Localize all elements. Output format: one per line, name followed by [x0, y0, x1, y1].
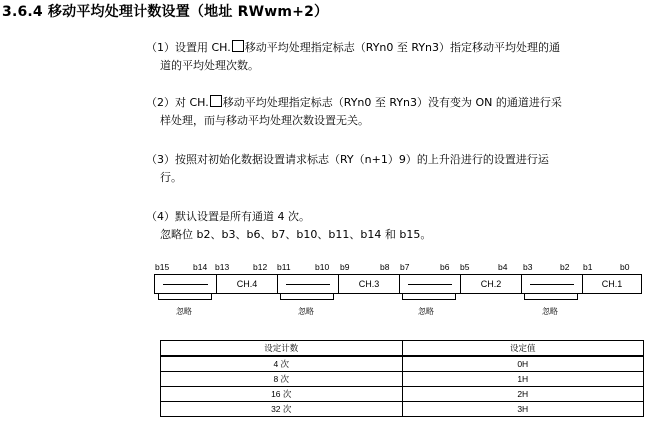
paragraph-2 [146, 94, 646, 130]
bit-label: b8 [380, 262, 390, 272]
bit-label: b5 [460, 262, 470, 272]
ch3-field: CH.3 [338, 275, 399, 293]
bit-label: b11 [277, 262, 291, 272]
ignored-bits-7-6 [399, 275, 460, 293]
table-row [161, 402, 644, 417]
ignore-label: 忽略 [542, 307, 558, 316]
ignored-bits-3-2 [521, 275, 582, 293]
bit-register-diagram [154, 274, 642, 294]
bit-label: b3 [523, 262, 533, 272]
ignore-brace [280, 294, 334, 300]
paragraph-2-text-b: 移动平均处理指定标志（RYn0 至 RYn3）没有变为 ON 的通道进行采 [222, 96, 562, 109]
header-setting-count: 设定计数 [161, 341, 403, 357]
table-cell-count: 32 次 [161, 402, 403, 417]
ignore-brace [158, 294, 212, 300]
paragraph-1-text-b: 移动平均处理指定标志（RYn0 至 RYn3）指定移动平均处理的通 [244, 41, 561, 54]
paragraph-3 [146, 151, 646, 187]
ignored-dash [408, 284, 452, 285]
ignore-label: 忽略 [298, 307, 314, 316]
bit-number-labels [0, 262, 651, 274]
ignored-dash [163, 284, 208, 285]
table-cell-count: 4 次 [161, 356, 403, 372]
paragraph-1-line-2: 道的平均处理次数。 [160, 59, 259, 72]
bit-label: b10 [315, 262, 330, 272]
paragraph-4 [146, 208, 646, 244]
ignored-bits-11-10 [277, 275, 338, 293]
paragraph-3-line-1: （3）按照对初始化数据设置请求标志（RY（n+1）9）的上升沿进行的设置进行运 [146, 153, 549, 166]
ch4-field: CH.4 [216, 275, 277, 293]
table-header-row [161, 341, 644, 357]
bit-label: b6 [440, 262, 450, 272]
bit-label: b2 [560, 262, 570, 272]
paragraph-4-line-2: 忽略位 b2、b3、b6、b7、b10、b11、b14 和 b15。 [160, 228, 432, 241]
bit-label: b9 [340, 262, 350, 272]
ignored-dash [286, 284, 330, 285]
paragraph-1-text-a: （1）设置用 CH. [146, 41, 231, 54]
channel-placeholder-box [210, 95, 222, 107]
paragraph-2-text-a: （2）对 CH. [146, 96, 209, 109]
table-cell-count: 8 次 [161, 372, 403, 387]
table-row [161, 356, 644, 372]
ignore-brace [402, 294, 456, 300]
channel-placeholder-box [232, 40, 244, 52]
section-heading: 3.6.4 移动平均处理计数设置（地址 RWwm+2） [2, 4, 329, 20]
paragraph-1 [146, 39, 646, 75]
ignored-dash [530, 284, 574, 285]
ch2-field: CH.2 [460, 275, 521, 293]
header-setting-value: 设定值 [402, 341, 644, 357]
ignore-label: 忽略 [418, 307, 434, 316]
setting-count-table [160, 340, 644, 417]
ignore-brace [524, 294, 578, 300]
table-cell-value: 2H [402, 387, 644, 402]
paragraph-3-line-2: 行。 [160, 171, 182, 184]
ch1-field: CH.1 [582, 275, 641, 293]
bit-label: b15 [155, 262, 170, 272]
table-cell-value: 3H [402, 402, 644, 417]
bit-label: b13 [215, 262, 230, 272]
bit-label: b1 [583, 262, 593, 272]
table-cell-count: 16 次 [161, 387, 403, 402]
ignored-bits-15-14 [155, 275, 216, 293]
ignore-label: 忽略 [176, 307, 192, 316]
table-cell-value: 0H [402, 356, 644, 372]
paragraph-2-line-2: 样处理，而与移动平均处理次数设置无关。 [160, 114, 369, 127]
paragraph-2-line-1 [146, 94, 646, 112]
bit-label: b12 [253, 262, 268, 272]
bit-label: b4 [498, 262, 508, 272]
table-row [161, 387, 644, 402]
bit-label: b0 [620, 262, 630, 272]
table-cell-value: 1H [402, 372, 644, 387]
bit-label: b14 [193, 262, 208, 272]
paragraph-1-line-1 [146, 39, 646, 57]
table-row [161, 372, 644, 387]
bit-label: b7 [400, 262, 410, 272]
paragraph-4-line-1: （4）默认设置是所有通道 4 次。 [146, 210, 310, 223]
